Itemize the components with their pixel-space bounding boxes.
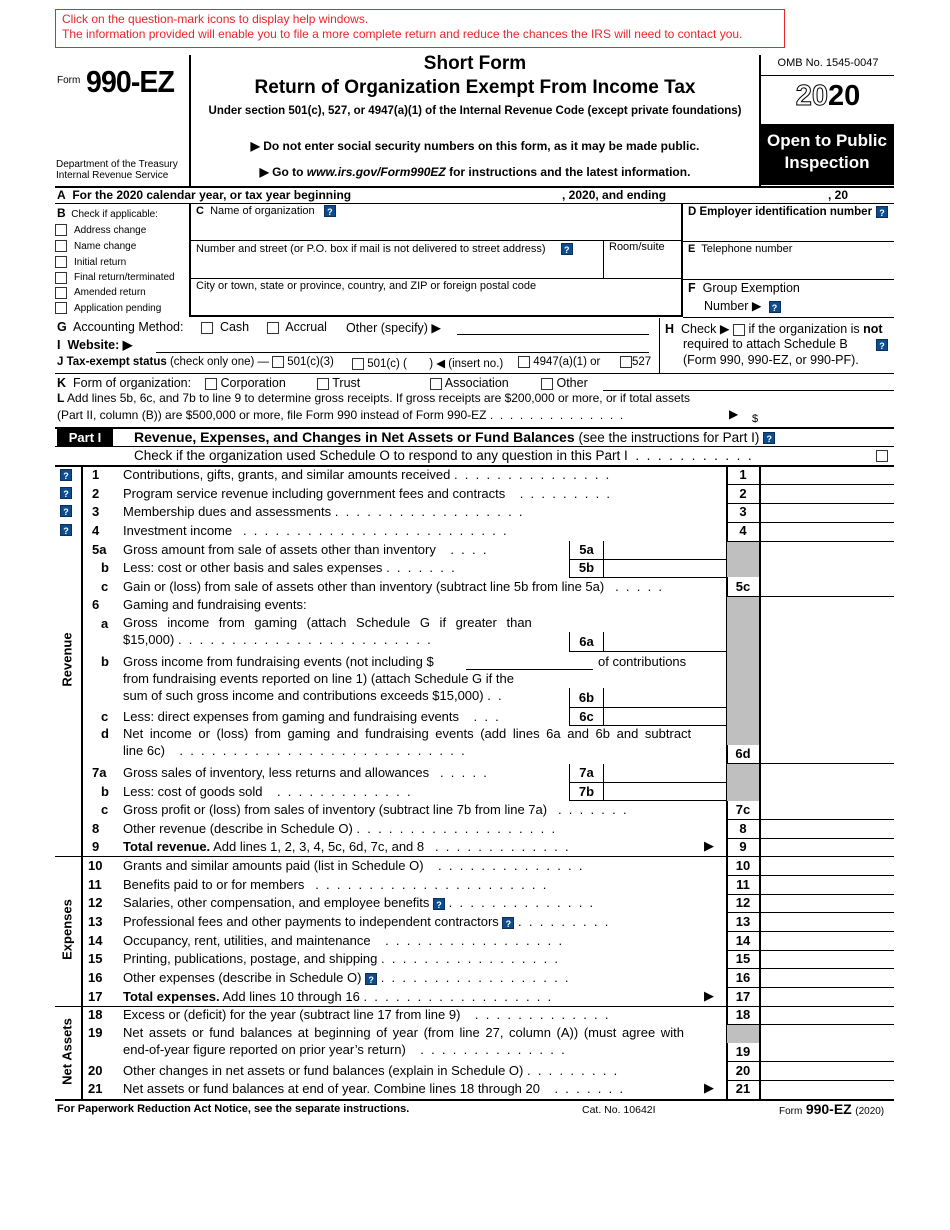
title-main: Return of Organization Exempt From Income Tax <box>254 77 696 98</box>
line-21-amount[interactable] <box>761 1080 894 1098</box>
line-17-amount[interactable] <box>761 988 894 1006</box>
contributions-amount-input[interactable] <box>466 669 593 670</box>
instructions-link-line: ▶ Go to www.irs.gov/Form990EZ for instructions and the latest information. <box>259 165 691 179</box>
checkbox-accrual[interactable]: Accrual <box>267 320 327 334</box>
form-of-organization: K Form of organization: <box>57 376 192 390</box>
department <box>56 159 178 181</box>
accounting-method: G Accounting Method: <box>57 320 184 334</box>
part-title: Revenue, Expenses, and Changes in Net Assets or Fund Balances (see the instructions for Part I) ? <box>134 429 775 445</box>
line-1-amount[interactable] <box>761 466 894 484</box>
schedule-o-check-label: Check if the organization used Schedule O to respond to any question in this Part I . . . . . . . . . . . <box>134 448 752 463</box>
line-8-amount[interactable] <box>761 820 894 838</box>
line-13-amount[interactable] <box>761 913 894 931</box>
irs-url-link[interactable]: www.irs.gov/Form990EZ <box>306 165 446 179</box>
line-19-amount[interactable] <box>761 1025 894 1061</box>
help-icon[interactable]: ? <box>60 524 72 536</box>
help-icon[interactable]: ? <box>433 898 445 910</box>
telephone-input[interactable] <box>686 258 894 276</box>
group-exemption-label: F Group Exemption <box>688 281 800 295</box>
room-suite-label: Room/suite <box>609 241 665 253</box>
side-label-revenue: Revenue <box>59 632 75 687</box>
org-name-input[interactable] <box>192 220 680 238</box>
line-5b-amount[interactable] <box>604 560 726 577</box>
footer-form-id: Form 990-EZ (2020) <box>779 1101 885 1117</box>
line-10-amount[interactable] <box>761 857 894 875</box>
room-suite-input[interactable] <box>605 256 680 276</box>
checkbox-address-change[interactable]: Address change <box>55 222 189 238</box>
section-a-ending: , 2020, and ending <box>562 188 667 202</box>
arrow-icon: ▶ <box>704 838 714 853</box>
checkbox-corporation[interactable]: Corporation <box>205 376 286 390</box>
other-method-input[interactable] <box>457 334 649 335</box>
line-4-amount[interactable] <box>761 523 894 541</box>
street-input[interactable] <box>192 258 602 276</box>
help-icon[interactable]: ? <box>876 206 888 218</box>
help-icon[interactable]: ? <box>763 432 775 444</box>
checkbox-name-change[interactable]: Name change <box>55 238 189 254</box>
line-5c-amount[interactable] <box>761 578 894 596</box>
gross-receipts-note-2: (Part II, column (B)) are $500,000 or more, file Form 990 instead of Form 990-EZ . . . . . . . . . . . . . . <box>57 408 624 422</box>
gross-receipts-note-1: L Add lines 5b, 6c, and 7b to line 9 to determine gross receipts. If gross receipts are $200,000 or more, or if total assets <box>57 391 691 405</box>
schedule-b-line3: (Form 990, 990-EZ, or 990-PF). <box>683 353 859 367</box>
side-label-net-assets: Net Assets <box>59 1018 75 1085</box>
line-14-amount[interactable] <box>761 932 894 950</box>
section-b-checklist <box>55 222 189 316</box>
line-15-amount[interactable] <box>761 950 894 968</box>
tax-exempt-status: J Tax-exempt status (check only one) — <box>57 356 270 368</box>
checkbox-association[interactable]: Association <box>430 376 509 390</box>
line-18-amount[interactable] <box>761 1006 894 1024</box>
gross-receipts-input[interactable] <box>762 408 894 426</box>
help-icon[interactable]: ? <box>60 469 72 481</box>
line-6d-amount[interactable] <box>761 745 894 763</box>
catalog-number: Cat. No. 10642I <box>582 1104 656 1116</box>
checkbox-cash[interactable]: Cash <box>201 320 249 334</box>
line-6b-amount[interactable] <box>604 688 726 706</box>
paperwork-notice: For Paperwork Reduction Act Notice, see the separate instructions. <box>57 1103 410 1115</box>
line-9-amount[interactable] <box>761 838 894 856</box>
ein-label: D Employer identification number <box>688 206 873 218</box>
city-input[interactable] <box>192 295 680 313</box>
help-icon[interactable]: ? <box>324 205 336 217</box>
checkbox-schedule-b[interactable] <box>733 324 745 336</box>
checkbox-527[interactable]: 527 <box>620 356 651 368</box>
website-input[interactable] <box>156 352 649 353</box>
line-7b-amount[interactable] <box>604 783 726 800</box>
line-20-amount[interactable] <box>761 1062 894 1080</box>
dollar-sign: $ <box>752 413 759 425</box>
other-method-label: Other (specify) ▶ <box>346 321 442 335</box>
checkbox-501c3[interactable]: 501(c)(3) <box>272 356 334 368</box>
help-icon[interactable]: ? <box>769 301 781 313</box>
website-label: I Website: ▶ <box>57 338 133 352</box>
form-prefix: Form <box>57 75 81 86</box>
schedule-b-line2: required to attach Schedule B <box>683 337 848 351</box>
help-icon[interactable]: ? <box>60 487 72 499</box>
checkbox-trust[interactable]: Trust <box>317 376 360 390</box>
schedule-b-check: H Check ▶ if the organization is not <box>665 322 883 336</box>
side-label-expenses: Expenses <box>59 899 75 960</box>
checkbox-schedule-o[interactable] <box>876 450 888 462</box>
help-icon[interactable]: ? <box>561 243 573 255</box>
notice-line-1: Click on the question-mark icons to display help windows. <box>62 12 369 26</box>
line-3-amount[interactable] <box>761 504 894 522</box>
checkbox-application-pending[interactable]: Application pending <box>55 300 189 316</box>
checkbox-initial-return[interactable]: Initial return <box>55 254 189 270</box>
dept-line-1: Department of the Treasury <box>56 159 178 170</box>
line-16-amount[interactable] <box>761 969 894 987</box>
ein-input[interactable] <box>686 222 894 240</box>
help-icon[interactable]: ? <box>365 973 377 985</box>
help-icon[interactable]: ? <box>876 339 888 351</box>
city-label: City or town, state or province, country, and ZIP or foreign postal code <box>196 280 537 292</box>
arrow-icon: ▶ <box>704 1080 714 1095</box>
section-a-label: A For the 2020 calendar year, or tax year beginning <box>57 188 352 202</box>
tax-year: 2020 <box>795 80 861 112</box>
help-icon[interactable]: ? <box>502 917 514 929</box>
line-6a-amount[interactable] <box>604 632 726 650</box>
line-6c-amount[interactable] <box>604 708 726 725</box>
checkbox-4947[interactable]: 4947(a)(1) or <box>518 356 600 368</box>
line-12-amount[interactable] <box>761 894 894 912</box>
section-b-title: B Check if applicable: <box>57 206 158 220</box>
checkbox-other[interactable]: Other <box>541 376 588 390</box>
line-11-amount[interactable] <box>761 876 894 894</box>
notice-line-2: The information provided will enable you to file a more complete return and reduce the chances the IRS will need to contact you. <box>62 27 743 41</box>
street-label: Number and street (or P.O. box if mail is not delivered to street address) ? <box>196 243 573 255</box>
help-notice <box>55 9 785 48</box>
checkbox-final-return[interactable]: Final return/terminated <box>55 270 189 285</box>
line-7c-amount[interactable] <box>761 801 894 819</box>
line-2-amount[interactable] <box>761 485 894 503</box>
title-short: Short Form <box>423 53 527 74</box>
ssn-warning: ▶ Do not enter social security numbers on this form, as it may be made public. <box>250 139 700 153</box>
line-5a-amount[interactable] <box>604 541 726 559</box>
section-a-year-end: , 20 <box>828 188 849 202</box>
line-7a-amount[interactable] <box>604 764 726 782</box>
arrow-icon: ▶ <box>704 988 714 1003</box>
omb-number: OMB No. 1545-0047 <box>777 57 879 69</box>
org-name-label: C Name of organization ? <box>196 205 336 217</box>
open-public-inspection: Open to Public Inspection <box>760 124 894 185</box>
arrow-icon: ▶ <box>729 407 739 421</box>
checkbox-amended-return[interactable]: Amended return <box>55 285 189 300</box>
part-badge: Part I <box>57 429 113 446</box>
help-icon[interactable]: ? <box>60 505 72 517</box>
checkbox-501c[interactable]: 501(c) ( ) ◀ (insert no.) <box>352 356 503 370</box>
dept-line-2: Internal Revenue Service <box>56 170 169 181</box>
telephone-label: E Telephone number <box>688 243 793 255</box>
subtitle: Under section 501(c), 527, or 4947(a)(1) of the Internal Revenue Code (except private foundations) <box>208 105 742 117</box>
group-exemption-number: Number ▶ ? <box>704 298 781 313</box>
form-number: 990-EZ <box>86 64 175 99</box>
